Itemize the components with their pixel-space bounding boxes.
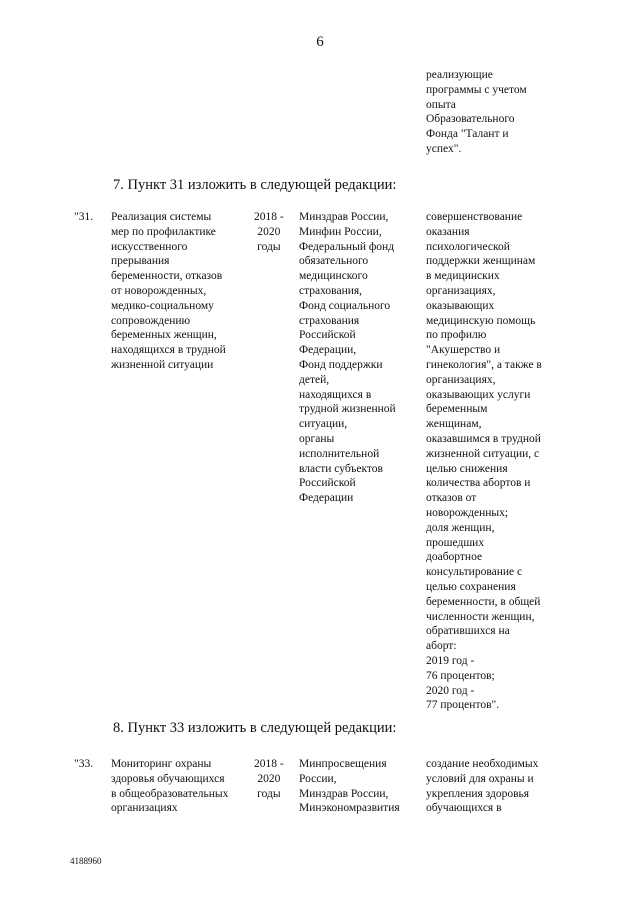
item-31-executors: Минздрав России, Минфин России, Федеральный фонд обязательного медицинского страхования, Фонд социального страхования Российской Федерации, Фонд поддержки детей, находящихся в трудной жизненной ситуации, органы исполнительной власти субъектов Российской Федерации (299, 211, 396, 505)
item-33-period: 2018 - 2020 годы (254, 758, 284, 800)
page-number: 6 (316, 34, 324, 50)
item-31-name: Реализация системы мер по профилактике искусственного прерывания беременности, отказов от новорожденных, медико-социальному сопровождению беременных женщин, находящихся в трудной жизненной ситуации (111, 211, 226, 371)
item-33-executors: Минпросвещения России, Минздрав России, Минэкономразвития (299, 758, 400, 815)
previous-row-continuation: реализующие программы с учетом опыта Образовательного Фонда "Талант и успех". (426, 69, 527, 155)
item-31-period: 2018 - 2020 годы (254, 211, 284, 253)
item-33-number: "33. (74, 758, 94, 770)
item-31-number: "31. (74, 211, 94, 223)
section-7-heading: 7. Пункт 31 изложить в следующей редакции: (113, 177, 397, 193)
item-33-name: Мониторинг охраны здоровья обучающихся в общеобразовательных организациях (111, 758, 229, 815)
item-33-result: создание необходимых условий для охраны и укрепления здоровья обучающихся в (426, 758, 539, 815)
item-31-result: совершенствование оказания психологической поддержки женщинам в медицинских организациях, оказывающих медицинскую помощь по профилю "Акушерство и гинекология", а также в организациях, оказывающих услуги беременным женщинам, оказавшимся в трудной жизненной ситуации, с целью снижения количества абортов и отказов от новорожденных; доля женщин, прошедших доабортное консультирование с целью сохранения беременности, в общей численности женщин, обратившихся на аборт: 2019 год - 76 процентов; 2020 год - 77 процентов". (426, 211, 542, 712)
section-8-heading: 8. Пункт 33 изложить в следующей редакции: (113, 720, 397, 736)
document-id: 4188960 (70, 856, 102, 866)
